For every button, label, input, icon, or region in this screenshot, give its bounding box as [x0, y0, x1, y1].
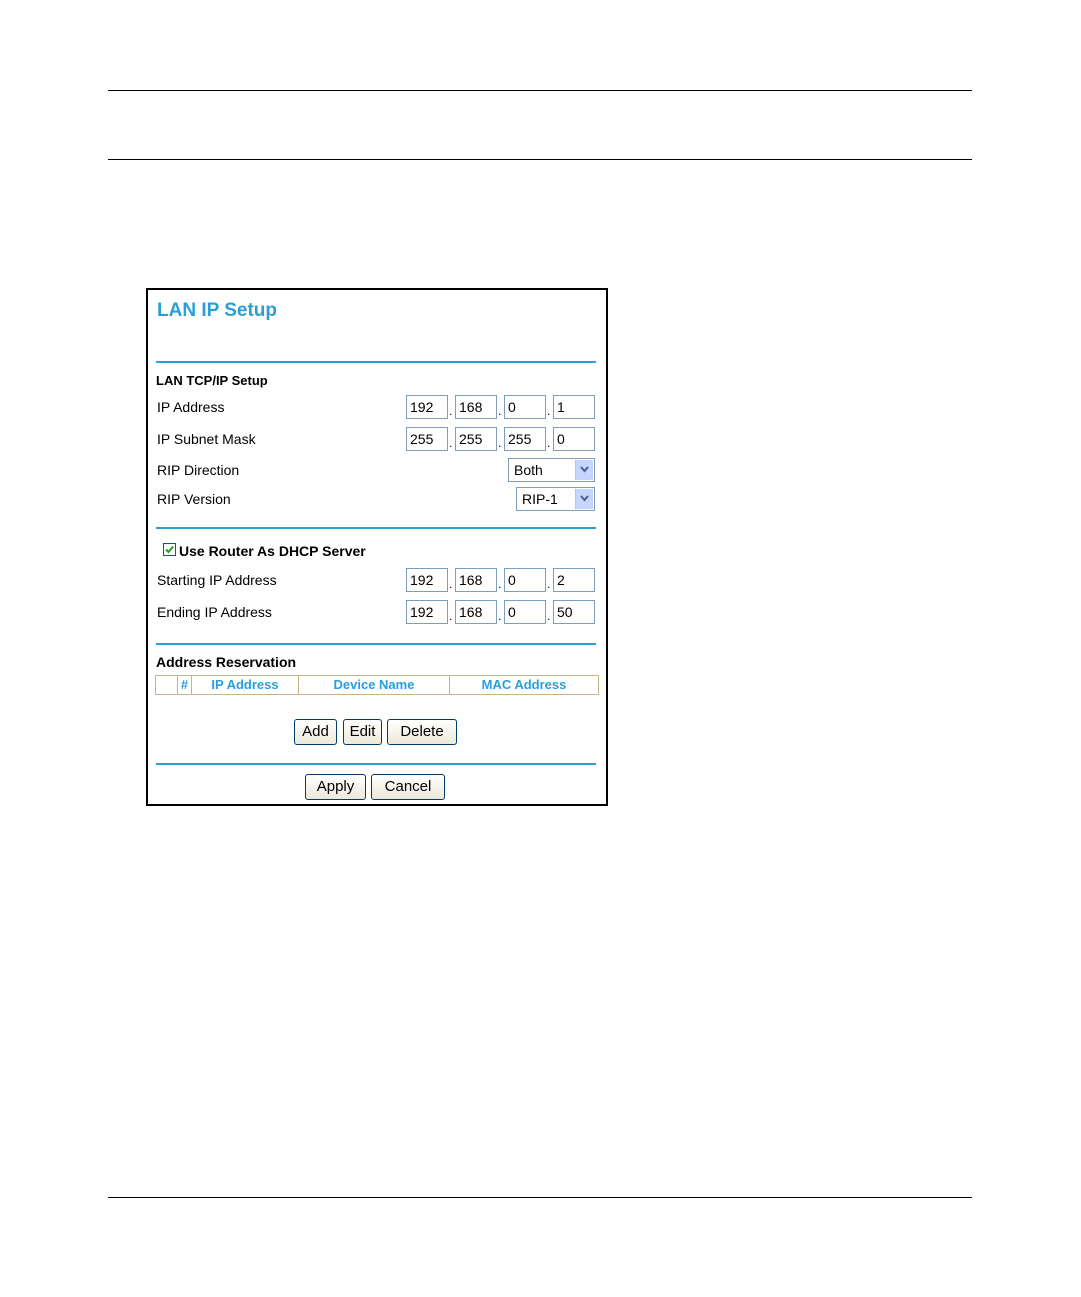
rip-direction-label: RIP Direction [157, 462, 240, 478]
lan-ip-setup-panel [146, 288, 608, 806]
subnet-mask-octet-1[interactable]: 255 [406, 427, 448, 451]
subnet-mask-octet-4[interactable]: 0 [553, 427, 595, 451]
cancel-button[interactable]: Cancel [371, 774, 445, 800]
subnet-mask-octet-2[interactable]: 255 [455, 427, 497, 451]
page-header-rule-top [108, 90, 972, 91]
divider [156, 763, 596, 765]
page-title: LAN IP Setup [157, 300, 277, 321]
page-footer-rule [108, 1197, 972, 1198]
dot-separator: . [449, 609, 453, 623]
ending-ip-octet-3[interactable]: 0 [504, 600, 546, 624]
dhcp-server-label: Use Router As DHCP Server [179, 543, 366, 559]
dot-separator: . [498, 577, 502, 591]
starting-ip-octet-1[interactable]: 192 [406, 568, 448, 592]
ending-ip-octet-4[interactable]: 50 [553, 600, 595, 624]
column-header-device-name: Device Name [299, 676, 450, 694]
dot-separator: . [547, 436, 551, 450]
ip-address-octet-2[interactable]: 168 [455, 395, 497, 419]
divider [156, 527, 596, 529]
starting-ip-octet-4[interactable]: 2 [553, 568, 595, 592]
column-header-number: # [178, 676, 192, 694]
subnet-mask-octet-3[interactable]: 255 [504, 427, 546, 451]
divider [156, 643, 596, 645]
dot-separator: . [547, 404, 551, 418]
add-button[interactable]: Add [294, 719, 337, 745]
address-reservation-heading: Address Reservation [156, 654, 297, 670]
column-header-index [156, 676, 178, 694]
rip-direction-select[interactable] [508, 458, 595, 482]
chevron-down-icon[interactable] [575, 489, 593, 509]
ip-address-octet-1[interactable]: 192 [406, 395, 448, 419]
subnet-mask-label: IP Subnet Mask [157, 431, 256, 447]
dot-separator: . [449, 577, 453, 591]
checkmark-icon [165, 545, 174, 554]
column-header-ip-address: IP Address [192, 676, 299, 694]
chevron-down-icon[interactable] [575, 460, 593, 480]
ip-address-octet-4[interactable]: 1 [553, 395, 595, 419]
ending-ip-octet-1[interactable]: 192 [406, 600, 448, 624]
starting-ip-octet-3[interactable]: 0 [504, 568, 546, 592]
edit-button[interactable]: Edit [343, 719, 382, 745]
dot-separator: . [498, 609, 502, 623]
dot-separator: . [498, 436, 502, 450]
ip-address-octet-3[interactable]: 0 [504, 395, 546, 419]
lan-tcpip-heading: LAN TCP/IP Setup [156, 373, 268, 388]
dot-separator: . [547, 577, 551, 591]
rip-version-select[interactable] [516, 487, 595, 511]
starting-ip-octet-2[interactable]: 168 [455, 568, 497, 592]
column-header-mac-address: MAC Address [481, 677, 567, 692]
rip-version-value: RIP-1 [522, 491, 558, 507]
apply-button[interactable]: Apply [305, 774, 366, 800]
dot-separator: . [449, 436, 453, 450]
ending-ip-octet-2[interactable]: 168 [455, 600, 497, 624]
rip-version-label: RIP Version [157, 491, 231, 507]
starting-ip-label: Starting IP Address [157, 572, 277, 588]
dhcp-server-checkbox[interactable] [163, 543, 176, 556]
reservation-table-header [155, 675, 599, 695]
ending-ip-label: Ending IP Address [157, 604, 272, 620]
page-header-rule-bottom [108, 159, 972, 160]
dot-separator: . [498, 404, 502, 418]
rip-direction-value: Both [514, 462, 543, 478]
dot-separator: . [547, 609, 551, 623]
ip-address-label: IP Address [157, 399, 225, 415]
delete-button[interactable]: Delete [387, 719, 457, 745]
dot-separator: . [449, 404, 453, 418]
divider [156, 361, 596, 363]
